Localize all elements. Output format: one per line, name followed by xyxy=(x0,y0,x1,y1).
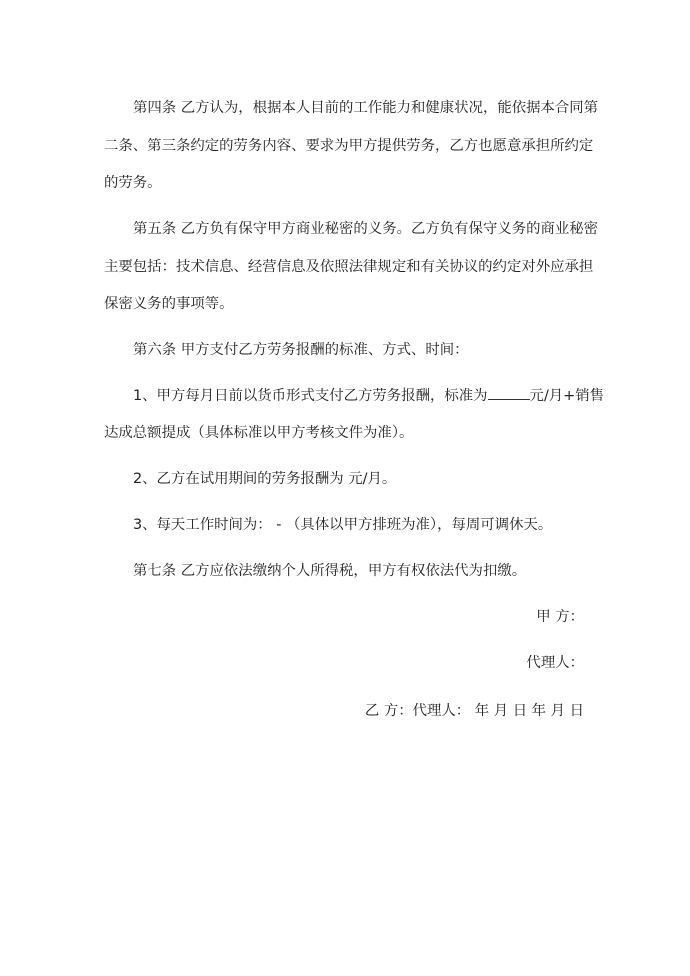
signature-party-a: 甲 方： xyxy=(536,609,584,625)
item1-text-after: 元/月+销售 xyxy=(529,388,605,404)
signature-party-b-date: 乙 方：代理人： 年 月 日 年 月 日 xyxy=(364,703,584,719)
signature-agent: 代理人： xyxy=(526,655,584,671)
salary-blank-field xyxy=(488,387,530,400)
article5-line2: 主要包括：技术信息、经营信息及依照法律规定和有关协议的约定对外应承担 xyxy=(104,259,594,275)
article6-heading: 第六条 甲方支付乙方劳务报酬的标准、方式、时间： xyxy=(133,342,469,358)
article5-line1: 第五条 乙方负有保守甲方商业秘密的义务。乙方负有保守义务的商业秘密 xyxy=(133,221,599,237)
article6-item2: 2、乙方在试用期间的劳务报酬为 元/月。 xyxy=(133,471,397,487)
article5-line3: 保密义务的事项等。 xyxy=(104,296,234,312)
article4-line2: 二条、第三条约定的劳务内容、要求为甲方提供劳务，乙方也愿意承担所约定 xyxy=(104,138,594,154)
article4-line3: 的劳务。 xyxy=(104,175,162,191)
item1-text-before: 1、甲方每月日前以货币形式支付乙方劳务报酬，标准为 xyxy=(133,388,488,404)
article7: 第七条 乙方应依法缴纳个人所得税，甲方有权依法代为扣缴。 xyxy=(133,563,527,579)
article6-item1-line1 xyxy=(104,386,605,406)
article6-item3: 3、每天工作时间为： - （具体以甲方排班为准），每周可调休天。 xyxy=(133,517,553,533)
article6-item1-line2: 达成总额提成（具体标准以甲方考核文件为准）。 xyxy=(104,425,414,441)
article4-line1: 第四条 乙方认为，根据本人目前的工作能力和健康状况，能依据本合同第 xyxy=(133,100,599,116)
